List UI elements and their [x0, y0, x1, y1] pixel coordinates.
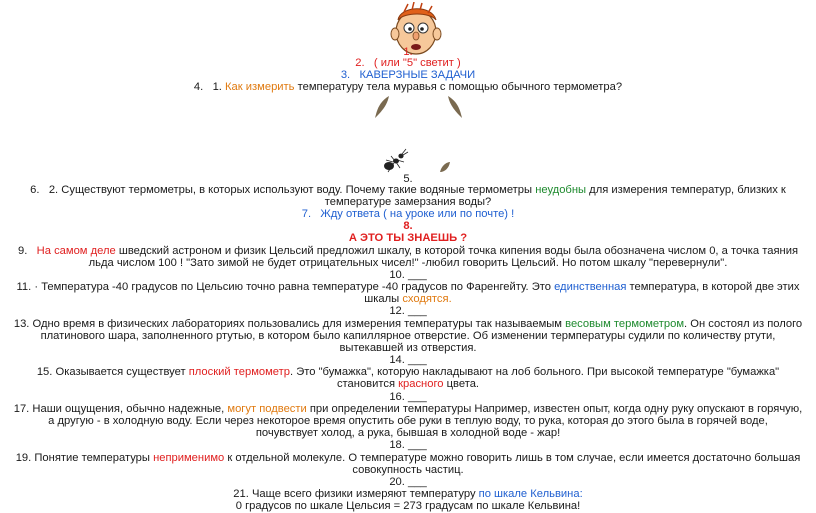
item-4-task: 4. 1. Как измерить температуру тела муравья с помощью обычного термометра? [193, 81, 623, 93]
item-15: 15. Оказывается существует плоский термометр. Это "бумажка", которую накладывают на лоб больного. При высокой температуре "бумажка" [36, 366, 780, 378]
item-2: 2. ( или "5" светит ) [355, 57, 461, 69]
item-15-cont: становится красного цвета. [336, 378, 480, 390]
feather-right-icon [444, 94, 464, 120]
item-11: 11. · Температура -40 градусов по Цельсию точно равна температуре -40 градусов по Фаренгейту. Это единственная температура, в которой две этих [16, 281, 800, 293]
small-leaf-icon [438, 160, 452, 174]
item-8-heading: А ЭТО ТЫ ЗНАЕШЬ ? [348, 232, 468, 244]
item-9-cont: льда числом 100 ! "Зато зимой не будет отрицательных чисел!" -любил говорить Цельсий. Но потом шкалу "перевернули". [88, 257, 728, 269]
item-12: 12. ___ [389, 305, 427, 317]
item-17-cont2: почувствует холод, а рука, бывшая в холодной воде - жар! [255, 427, 561, 439]
item-3-heading: 3. КАВЕРЗНЫЕ ЗАДАЧИ [340, 69, 476, 81]
item-1: 1. [403, 46, 413, 58]
item-13-cont1: платинового шара, заполненного ртутью, в котором было капиллярное отверстие. Об изменении термпературы судили по количеству ртути, [40, 330, 776, 342]
ant-icon [380, 146, 410, 176]
item-13-cont2: вытекавшей из отверстия. [339, 342, 477, 354]
item-11-cont: шкалы сходятся. [364, 293, 452, 305]
item-21-cont: 0 градусов по шкале Цельсия = 273 градусам по шкале Кельвина! [235, 500, 581, 512]
item-5: 5. [403, 173, 413, 185]
item-18: 18. ___ [389, 439, 427, 451]
item-21: 21. Чаще всего физики измеряют температуру по шкале Кельвина: [233, 488, 583, 500]
item-20: 20. ___ [389, 476, 427, 488]
item-19: 19. Понятие температуры неприменимо к отдельной молекуле. О температуре можно говорить лишь в том случае, если имеется достаточно большая [15, 452, 801, 464]
item-10: 10. ___ [389, 269, 427, 281]
item-14: 14. ___ [389, 354, 427, 366]
item-6-task: 6. 2. Существуют термометры, в которых используют воду. Почему такие водяные термометры неудобны для измерения температур, близких к [30, 184, 786, 196]
item-9: 9. На самом деле шведский астроном и физик Цельсий предложил шкалу, в которой точка кипения воды была обозначена числом 0, а точка таяния [17, 245, 799, 257]
item-17: 17. Наши ощущения, обычно надежные, могут подвести при определении температуры Например, известен опыт, когда одну руку опускают в горячую, [13, 403, 803, 415]
item-19-cont: совокупность частиц. [352, 464, 464, 476]
item-7: 7. Жду ответа ( на уроке или по почте) ! [301, 208, 515, 220]
feather-left-icon [373, 94, 393, 120]
item-17-cont1: а другую - в холодную воду. Если через некоторое время опустить обе руки в теплую воду, то рука, которая до этого была в горячей воде, [48, 415, 768, 427]
item-6-cont: температуре замерзания воды? [324, 196, 492, 208]
item-16: 16. ___ [389, 391, 427, 403]
item-13: 13. Одно время в физических лабораториях пользовались для измерения температуры так называемым весовым термометром. Он состоял из полого [13, 318, 803, 330]
item-8-num: 8. [403, 220, 413, 232]
